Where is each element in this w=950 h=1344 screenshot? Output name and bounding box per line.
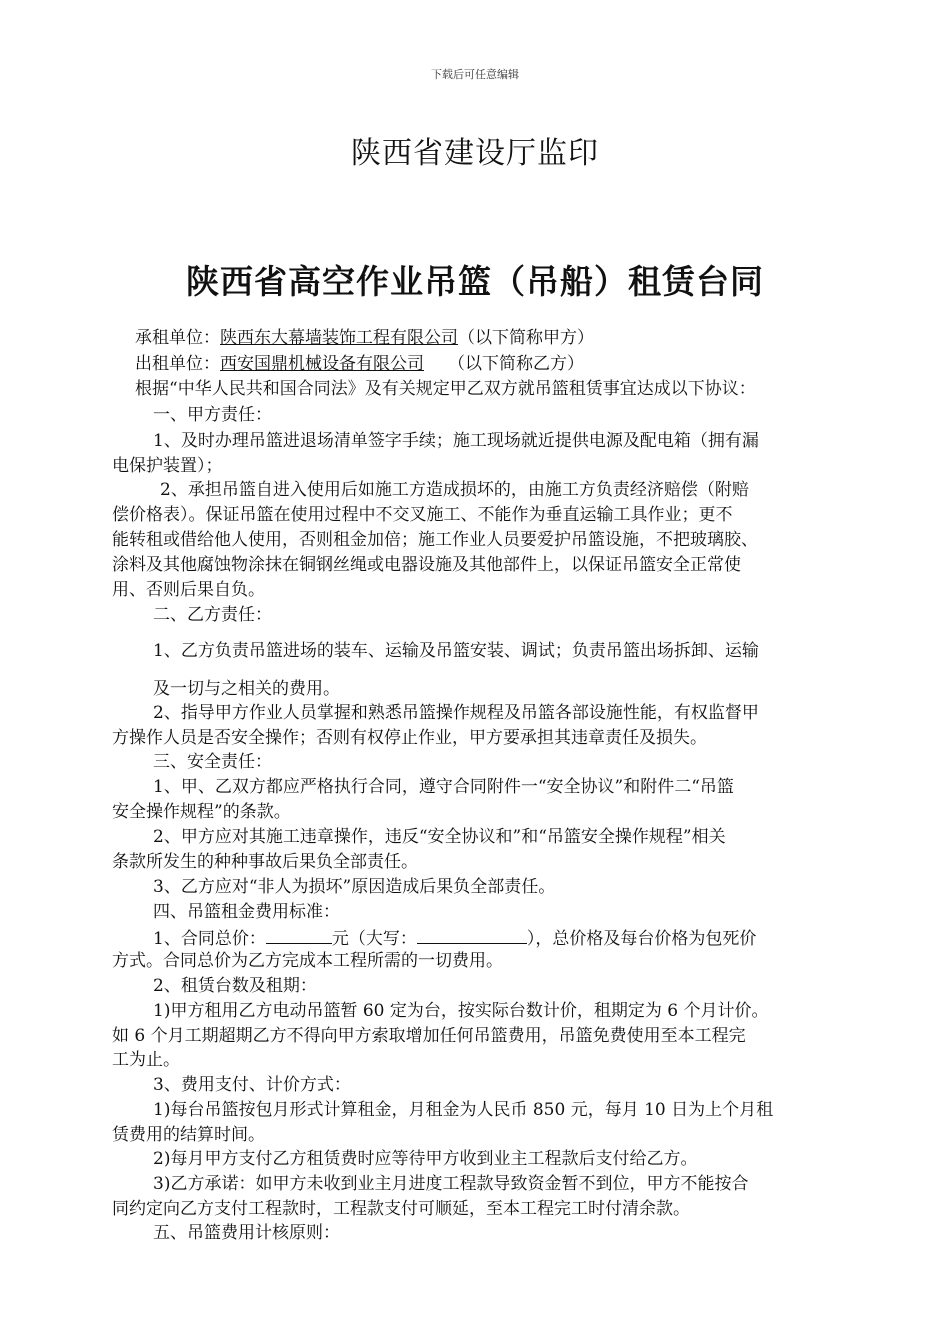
authority-stamp-text: 陕西省建设厅监印 — [351, 136, 599, 171]
lessee-line — [135, 325, 863, 351]
section-3-heading: 三、安全责任： — [153, 752, 272, 772]
clause-4-3-3-cont: 同约定向乙方支付工程款时，工程款支付可顺延，至本工程完工时付清余款。 — [112, 1199, 690, 1219]
clause-2-2: 2、指导甲方作业人员掌握和熟悉吊篮操作规程及吊篮各部设施性能，有权监督甲 — [153, 703, 759, 723]
lessor-suffix: （以下简称乙方） — [448, 354, 584, 374]
section-2-heading: 二、乙方责任： — [153, 605, 272, 625]
clause-3-2-cont: 条款所发生的种种事故后果负全部责任。 — [112, 852, 418, 872]
intro-paragraph: 根据“中华人民共和国合同法》及有关规定甲乙双方就吊篮租赁事宜达成以下协议： — [135, 379, 756, 399]
clause-4-3: 3、费用支付、计价方式： — [153, 1075, 351, 1095]
clause-2-1-cont: 及一切与之相关的费用。 — [153, 679, 340, 699]
lessee-suffix: （以下简称甲方） — [458, 328, 594, 348]
clause-3-1-cont: 安全操作规程”的条款。 — [112, 802, 291, 822]
clause-1-2: 2、承担吊篮自进入使用后如施工方造成损坏的，由施工方负责经济赔偿（附赔 — [160, 480, 749, 500]
clause-4-2-1-cont-2: 工为止。 — [112, 1050, 180, 1070]
clause-4-2-1: 1)甲方租用乙方电动吊篮暂 60 定为台，按实际台数计价，租期定为 6 个月计价。 — [153, 1001, 769, 1021]
total-price-words-blank — [417, 924, 527, 944]
contract-title: 陕西省高空作业吊篮（吊船）租赁台同 — [186, 262, 764, 301]
header-note: 下载后可任意编辑 — [431, 68, 519, 81]
total-price-words-label: 元（大写： — [331, 929, 417, 949]
lessor-label: 出租单位： — [135, 354, 220, 374]
total-price-label: 1、合同总价： — [153, 929, 266, 949]
clause-4-1-cont: 方式。合同总价为乙方完成本工程所需的一切费用。 — [112, 951, 503, 971]
section-1-heading: 一、甲方责任： — [153, 405, 272, 425]
clause-1-2-cont-3: 涂料及其他腐蚀物涂抹在铜钢丝绳或电器设施及其他部件上，以保证吊篮安全正常使 — [112, 555, 741, 575]
total-price-blank — [266, 924, 332, 944]
clause-2-2-cont: 方操作人员是否安全操作；否则有权停止作业，甲方要承担其违章责任及损失。 — [112, 728, 707, 748]
clause-3-3: 3、乙方应对“非人为损坏”原因造成后果负全部责任。 — [153, 877, 556, 897]
clause-1-2-cont-2: 能转租或借给他人使用，否则租金加倍；施工作业人员要爱护吊篮设施，不把玻璃胶、 — [112, 530, 758, 550]
clause-1-2-cont-4: 用、否则后果自负。 — [112, 580, 265, 600]
clause-4-3-1: 1)每台吊篮按包月形式计算租金，月租金为人民币 850 元，每月 10 日为上个月租 — [153, 1100, 774, 1120]
clause-3-2: 2、甲方应对其施工违章操作，违反“安全协议和”和“吊篮安全操作规程”相关 — [153, 827, 726, 847]
clause-4-3-3: 3)乙方承诺：如甲方未收到业主月进度工程款导致资金暂不到位，甲方不能按合 — [153, 1174, 749, 1194]
lessee-label: 承租单位： — [135, 328, 220, 348]
lessee-name: 陕西东大幕墙装饰工程有限公司 — [220, 328, 458, 348]
clause-2-1: 1、乙方负责吊篮进场的装车、运输及吊篮安装、调试；负责吊篮出场拆卸、运输 — [153, 641, 759, 661]
total-price-terms: ），总价格及每台价格为包死价 — [526, 929, 757, 949]
clause-4-3-2: 2)每月甲方支付乙方租赁费时应等待甲方收到业主工程款后支付给乙方。 — [153, 1149, 698, 1169]
section-4-heading: 四、吊篮租金费用标准： — [153, 902, 340, 922]
section-5-heading: 五、吊篮费用计核原则： — [153, 1223, 340, 1243]
clause-4-2: 2、租赁台数及租期： — [153, 976, 317, 996]
lessor-name: 西安国鼎机械设备有限公司 — [220, 354, 424, 374]
clause-1-2-cont-1: 偿价格表）。保证吊篮在使用过程中不交叉施工、不能作为垂直运输工具作业；更不 — [112, 505, 733, 525]
clause-3-1: 1、甲、乙双方都应严格执行合同，遵守合同附件一“安全协议”和附件二“吊篮 — [153, 777, 734, 797]
clause-1-1-cont: 电保护装置）； — [112, 456, 223, 476]
clause-4-2-1-cont-1: 如 6 个月工期超期乙方不得向甲方索取增加任何吊篮费用，吊篮免费使用至本工程完 — [112, 1026, 746, 1046]
lessor-line — [135, 351, 863, 377]
clause-4-3-1-cont: 赁费用的结算时间。 — [112, 1125, 265, 1145]
clause-1-1: 1、及时办理吊篮进退场清单签字手续；施工现场就近提供电源及配电箱（拥有漏 — [153, 431, 759, 451]
